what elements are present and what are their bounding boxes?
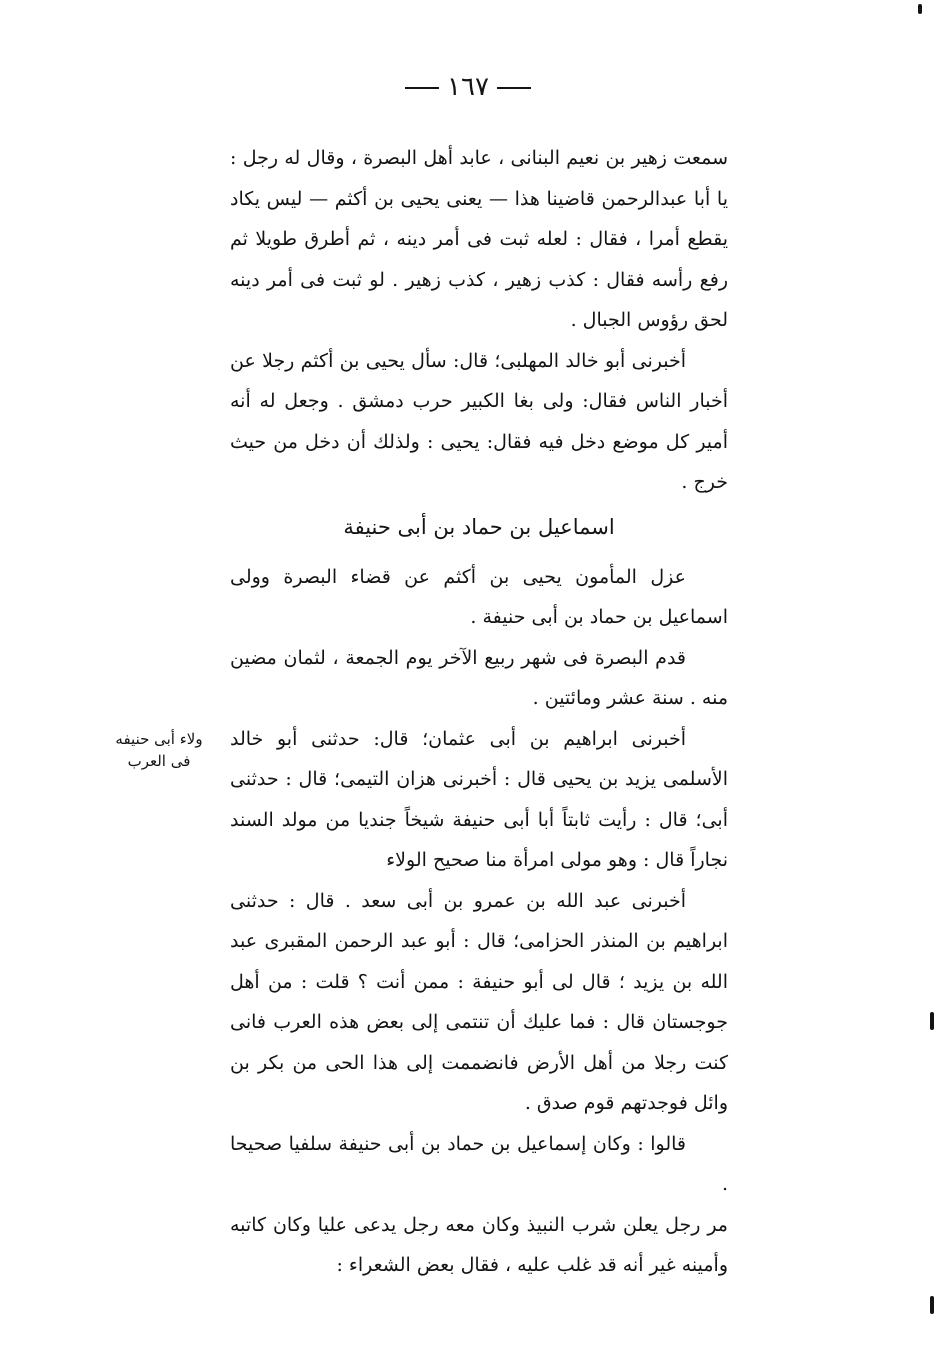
paragraph-6: أخبرنى عبد الله بن عمرو بن أبى سعد . قال : حدثنى ابراهيم بن المنذر الحزامى؛ قال : أبو عبد الرحمن المقبرى عبد الله بن يزيد ؛ قال لى أبو حنيفة : ممن أنت ؟ قلت : من أهل جوجستان قال : فما عليك أن تنتمى إلى بعض هذه العرب فانى كنت رجلا من أهل الأرض فانضممت إلى هذا الحى من بكر بن وائل فوجدتهم قوم صدق . <box>230 889 728 1114</box>
paragraph-7: قالوا : وكان إسماعيل بن حماد بن أبى حنيفة سلفيا صحيحا . <box>230 1132 728 1195</box>
paragraph-8: مر رجل يعلن شرب النبيذ وكان معه رجل يدعى عليا وكان كاتبه وأمينه غير أنه قد غلب عليه ، فقال بعض الشعراء : <box>230 1213 728 1276</box>
paragraph-2: أخبرنى أبو خالد المهلبى؛ قال: سأل يحيى بن أكثم رجلا عن أخبار الناس فقال: ولى بغا الكبير حرب دمشق . وجعل له أنه أمير كل موضع دخل فيه فقال: يحيى : ولذلك أن دخل من حيث خرج . <box>230 349 728 493</box>
margin-note <box>108 728 210 772</box>
paragraph-4: قدم البصرة فى شهر ربيع الآخر يوم الجمعة ، لثمان مضين منه . سنة عشر ومائتين . <box>230 646 728 709</box>
paragraph-3: عزل المأمون يحيى بن أكثم عن قضاء البصرة وولى اسماعيل بن حماد بن أبى حنيفة . <box>230 565 728 628</box>
paragraph-5: أخبرنى ابراهيم بن أبى عثمان؛ قال: حدثنى أبو خالد الأسلمى يزيد بن يحيى قال : أخبرنى هزان التيمى؛ قال : حدثنى أبى؛ قال : رأيت ثابتاً أبا أبى حنيفة شيخاً جنديا من مولد السند نجاراً قال : وهو مولى امرأة منا صحيح الولاء <box>230 727 728 871</box>
scan-mark-middle <box>930 1012 934 1030</box>
section-heading: اسماعيل بن حماد بن أبى حنيفة <box>343 514 615 539</box>
margin-note-line-1: ولاء أبى حنيفه <box>115 730 203 748</box>
page-number-dash-right <box>497 87 531 89</box>
margin-note-line-2: فى العرب <box>127 752 191 770</box>
page-number <box>0 72 936 102</box>
scan-mark-bottom <box>930 1296 934 1314</box>
page-number-text: ١٦٧ <box>447 72 489 102</box>
page-number-dash-left <box>405 87 439 89</box>
body-text <box>230 138 728 1286</box>
paragraph-1: سمعت زهير بن نعيم البنانى ، عابد أهل البصرة ، وقال له رجل : يا أبا عبدالرحمن قاضينا هذا — يعنى يحيى بن أكثم — ليس يكاد يقطع أمرا ، فقال : لعله ثبت فى أمر دينه ، ثم أطرق طويلا ثم رفع رأسه فقال : كذب زهير ، كذب زهير . لو ثبت فى أمر دينه لحق رؤوس الجبال . <box>230 147 728 331</box>
scan-mark-top <box>918 4 922 14</box>
